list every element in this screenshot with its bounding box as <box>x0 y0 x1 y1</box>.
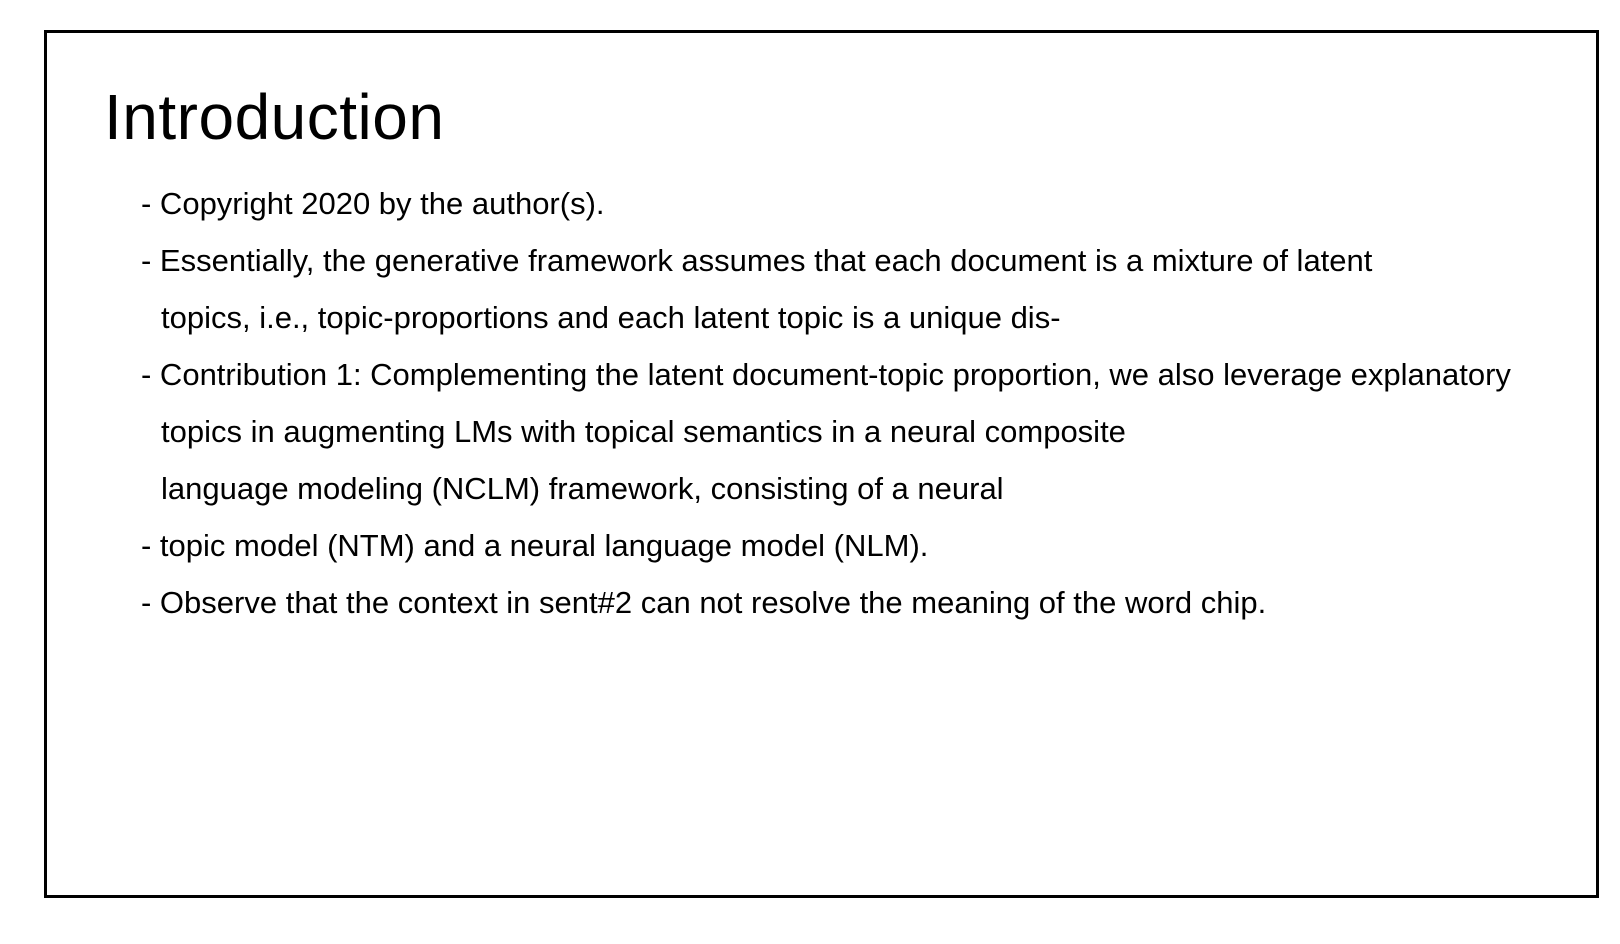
bullet-generative-framework: - Essentially, the generative framework assumes that each document is a mixture of latent <box>141 243 1373 278</box>
bullet-copyright: - Copyright 2020 by the author(s). <box>141 186 605 221</box>
bullet-contribution-1: - Contribution 1: Complementing the latent document-topic proportion, we also leverage explanatory <box>141 357 1511 392</box>
bullet-generative-framework-cont: topics, i.e., topic-proportions and each latent topic is a unique dis- <box>161 300 1061 335</box>
slide-body <box>141 175 1511 631</box>
bullet-contribution-1-cont-2: language modeling (NCLM) framework, consisting of a neural <box>161 471 1004 506</box>
slide-title: Introduction <box>104 81 445 153</box>
slide <box>44 30 1599 898</box>
bullet-observe-context: - Observe that the context in sent#2 can not resolve the meaning of the word chip. <box>141 585 1267 620</box>
bullet-topic-model: - topic model (NTM) and a neural language model (NLM). <box>141 528 929 563</box>
bullet-contribution-1-cont-1: topics in augmenting LMs with topical semantics in a neural composite <box>161 414 1126 449</box>
